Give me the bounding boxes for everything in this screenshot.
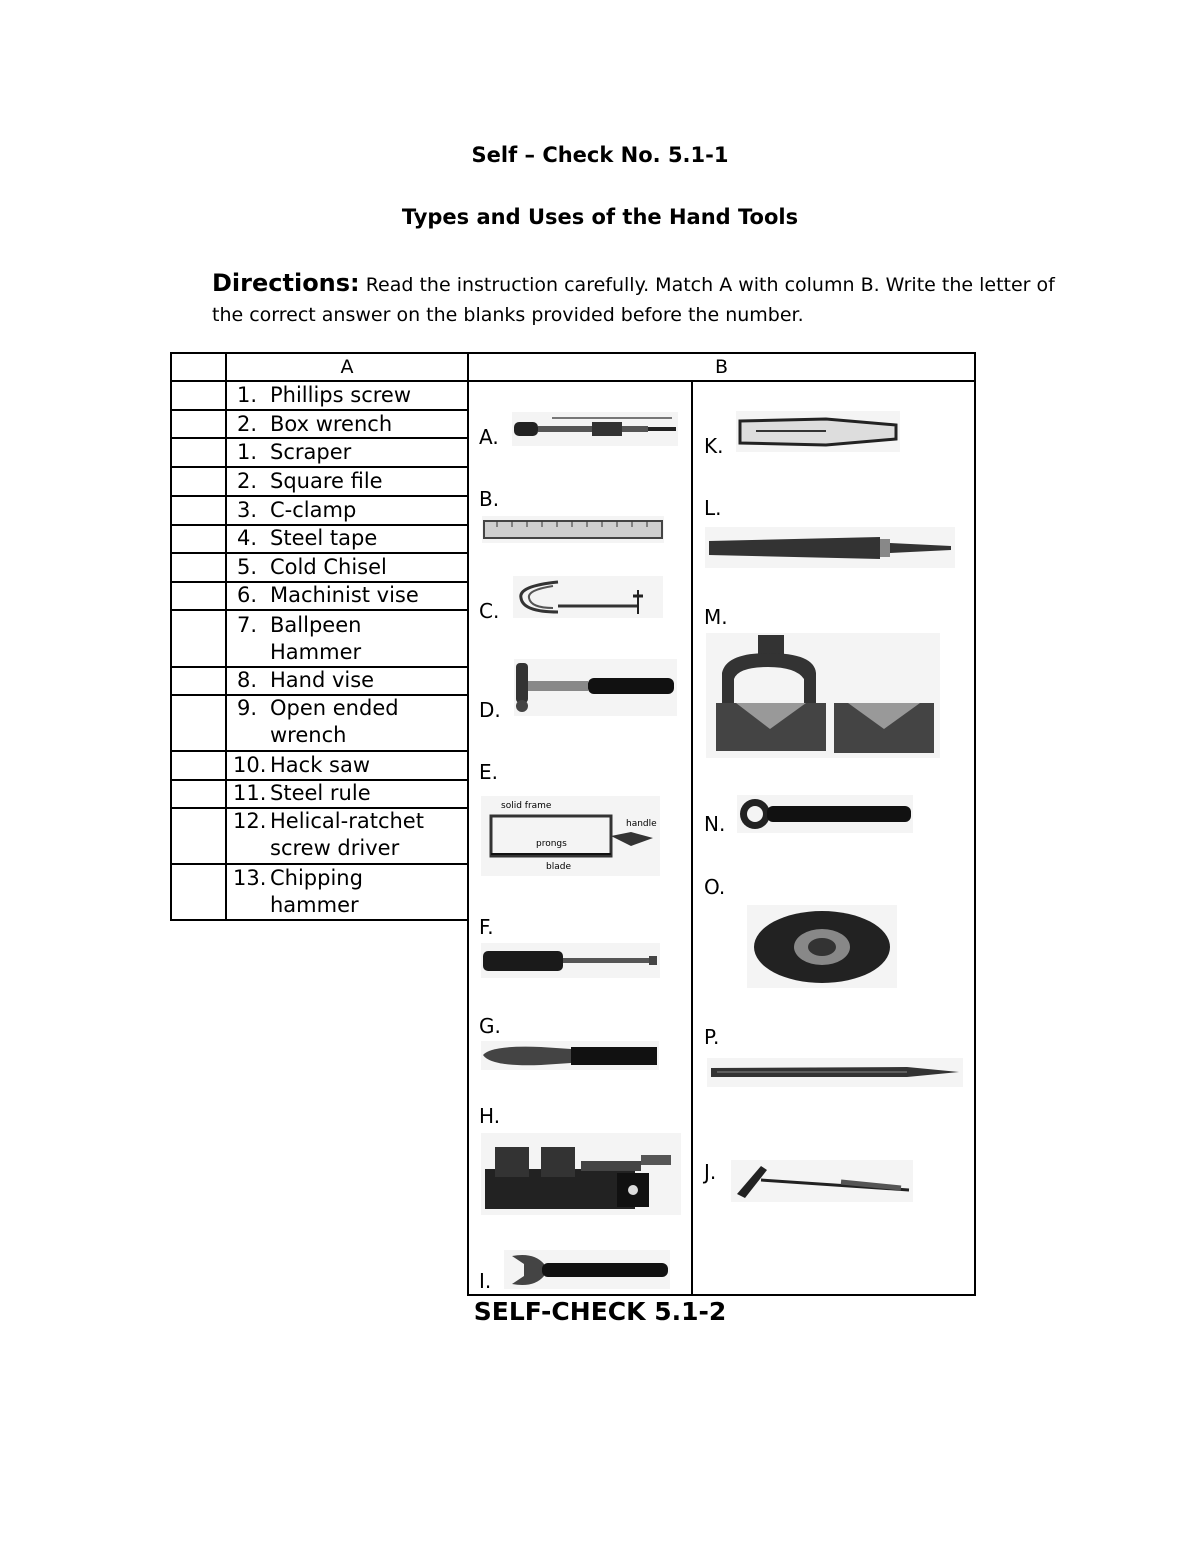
page-title: Self – Check No. 5.1-1: [471, 143, 729, 167]
open-end-wrench-image: [504, 1250, 670, 1289]
choice-letter: K.: [704, 434, 724, 458]
choice-letter: E.: [479, 760, 498, 784]
column-a-item: 7. Ballpeen Hammer: [237, 613, 362, 664]
v-block-clamp-image: [706, 633, 940, 758]
choice-letter: N.: [704, 812, 726, 836]
column-a-item: 13. Chipping hammer: [233, 866, 363, 917]
page-subtitle: Types and Uses of the Hand Tools: [401, 205, 799, 229]
choice-letter: O.: [704, 875, 726, 899]
choice-letter: M.: [704, 605, 728, 629]
square-file-image: [707, 1058, 963, 1087]
hacksaw-image: [481, 796, 660, 876]
choice-letter: I.: [479, 1269, 492, 1293]
spiral-ratchet-screwdriver-image: [512, 412, 678, 446]
directions-text: Read the instruction carefully. Match A with column B. Write the letter of the correct answer on the blanks provided before the number.: [212, 274, 1055, 326]
scraper-image: [481, 1041, 659, 1070]
choice-letter: L.: [704, 496, 722, 520]
choice-letter: B.: [479, 487, 500, 511]
choice-letter: G.: [479, 1014, 501, 1038]
column-b-header: B: [714, 356, 729, 378]
column-a-item: 4. Steel tape: [237, 526, 378, 550]
box-wrench-image: [737, 795, 913, 833]
footer-heading: SELF-CHECK 5.1-2: [473, 1297, 727, 1326]
flat-file-image: [705, 527, 955, 568]
column-a-item: 9. Open ended wrench: [237, 696, 399, 747]
hacksaw-callout: prongs: [536, 839, 567, 849]
column-a-item: 2. Square file: [237, 469, 383, 493]
column-a-item: 6. Machinist vise: [237, 583, 419, 607]
directions: [212, 268, 1072, 330]
column-a-item: 1. Scraper: [237, 440, 352, 464]
cold-chisel-image: [736, 411, 900, 452]
screwdriver-image: [481, 943, 660, 978]
choice-letter: J.: [704, 1160, 717, 1184]
choice-letter: P.: [704, 1025, 720, 1049]
column-a-item: 11. Steel rule: [233, 781, 371, 805]
steel-rule-image: [482, 516, 664, 543]
choice-letter: C.: [479, 599, 500, 623]
column-a-item: 1. Phillips screw: [237, 383, 412, 407]
choice-letter: H.: [479, 1104, 501, 1128]
choice-letter: D.: [479, 698, 501, 722]
column-a-item: 8. Hand vise: [237, 668, 375, 692]
chipping-hammer-image: [731, 1160, 913, 1202]
column-a-item: 2. Box wrench: [237, 412, 393, 436]
directions-lead: Directions:: [212, 269, 360, 297]
choice-letter: A.: [479, 425, 499, 449]
choice-letter: F.: [479, 915, 494, 939]
hacksaw-callout: handle: [626, 819, 657, 829]
c-clamp-image: [513, 576, 663, 618]
hacksaw-callout: solid frame: [501, 801, 552, 811]
ballpeen-hammer-image: [514, 659, 677, 716]
machinist-vise-image: [481, 1133, 681, 1215]
column-a-item: 5. Cold Chisel: [237, 555, 387, 579]
column-a-item: 12. Helical-ratchet screw driver: [233, 809, 424, 860]
column-a-item: 10. Hack saw: [233, 753, 371, 777]
hacksaw-callout: blade: [546, 862, 571, 872]
column-a-header: A: [340, 356, 354, 378]
column-a-item: 3. C-clamp: [237, 498, 357, 522]
steel-tape-image: [747, 905, 897, 988]
